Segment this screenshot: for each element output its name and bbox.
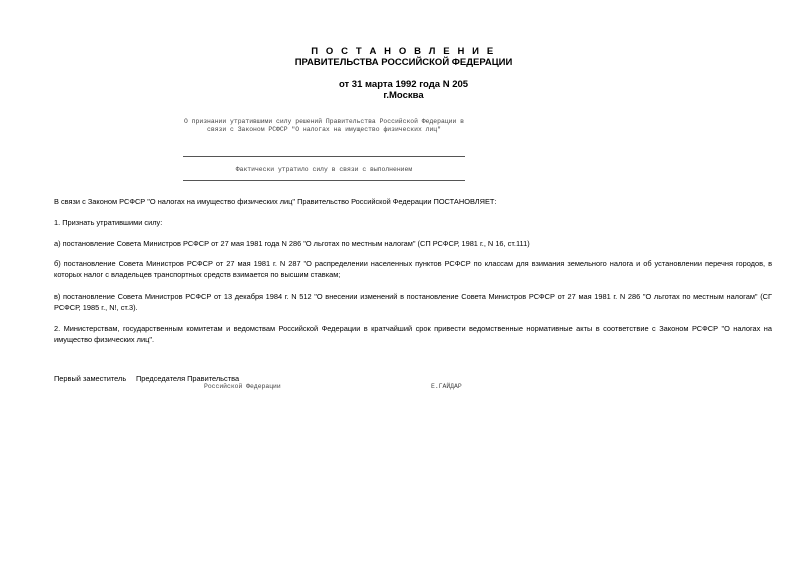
signatory-position-part-2: Председателя Правительства: [136, 374, 240, 383]
item-2-paragraph: 2. Министерствам, государственным комитетам и ведомствам Российской Федерации в кратчайший срок привести ведомственные нормативные акты в соответствие с Законом РСФСР "О налогах на имущество физических лиц".: [54, 324, 772, 344]
signatory-name: Е.ГАЙДАР: [431, 383, 462, 390]
item-1a-paragraph: а) постановление Совета Министров РСФСР от 27 мая 1981 года N 286 "О льготах по местным налогам" (СП РСФСР, 1981 г., N 16, ст.111): [54, 239, 530, 248]
note-divider-bottom: [183, 180, 465, 181]
signatory-position-part-1: Первый заместитель: [54, 374, 127, 383]
preamble-paragraph: В связи с Законом РСФСР "О налогах на имущество физических лиц" Правительство Российской Федерации ПОСТАНОВЛЯЕТ:: [54, 197, 497, 206]
item-1c-paragraph: в) постановление Совета Министров РСФСР от 13 декабря 1984 г. N 512 "О внесении изменений в постановление Совета Министров РСФСР от 27 мая 1981 г. N 286 "О льготах по местным налогам" (СГ РСФСР, 1985 г., N!, ст.3).: [54, 292, 772, 312]
document-subject-note: О признании утратившими силу решений Правительства Российской Федерации в связи с Законом РСФСР "О налогах на имущество физических лиц": [184, 118, 464, 134]
note-divider-top: [183, 156, 465, 157]
city-heading: г.Москва: [383, 90, 424, 101]
item-1b-paragraph: б) постановление Совета Министров РСФСР от 27 мая 1981 г. N 287 "О распределении населенных пунктов РСФСР по классам для взимания земельного налога и об установлении перечня городов, в которых налог с владельцев транспортных средств взимается по высшим ставкам;: [54, 259, 772, 279]
document-status-note: Фактически утратило силу в связи с выполнением: [235, 166, 413, 173]
item-1-paragraph: 1. Признать утратившими силу:: [54, 218, 163, 227]
issuer-heading: ПРАВИТЕЛЬСТВА РОССИЙСКОЙ ФЕДЕРАЦИИ: [294, 57, 513, 68]
date-number-heading: от 31 марта 1992 года N 205: [338, 79, 469, 90]
document-type-heading: П О С Т А Н О В Л Е Н И Е: [311, 46, 496, 57]
signatory-position-part-3: Российской Федерации: [204, 383, 281, 390]
